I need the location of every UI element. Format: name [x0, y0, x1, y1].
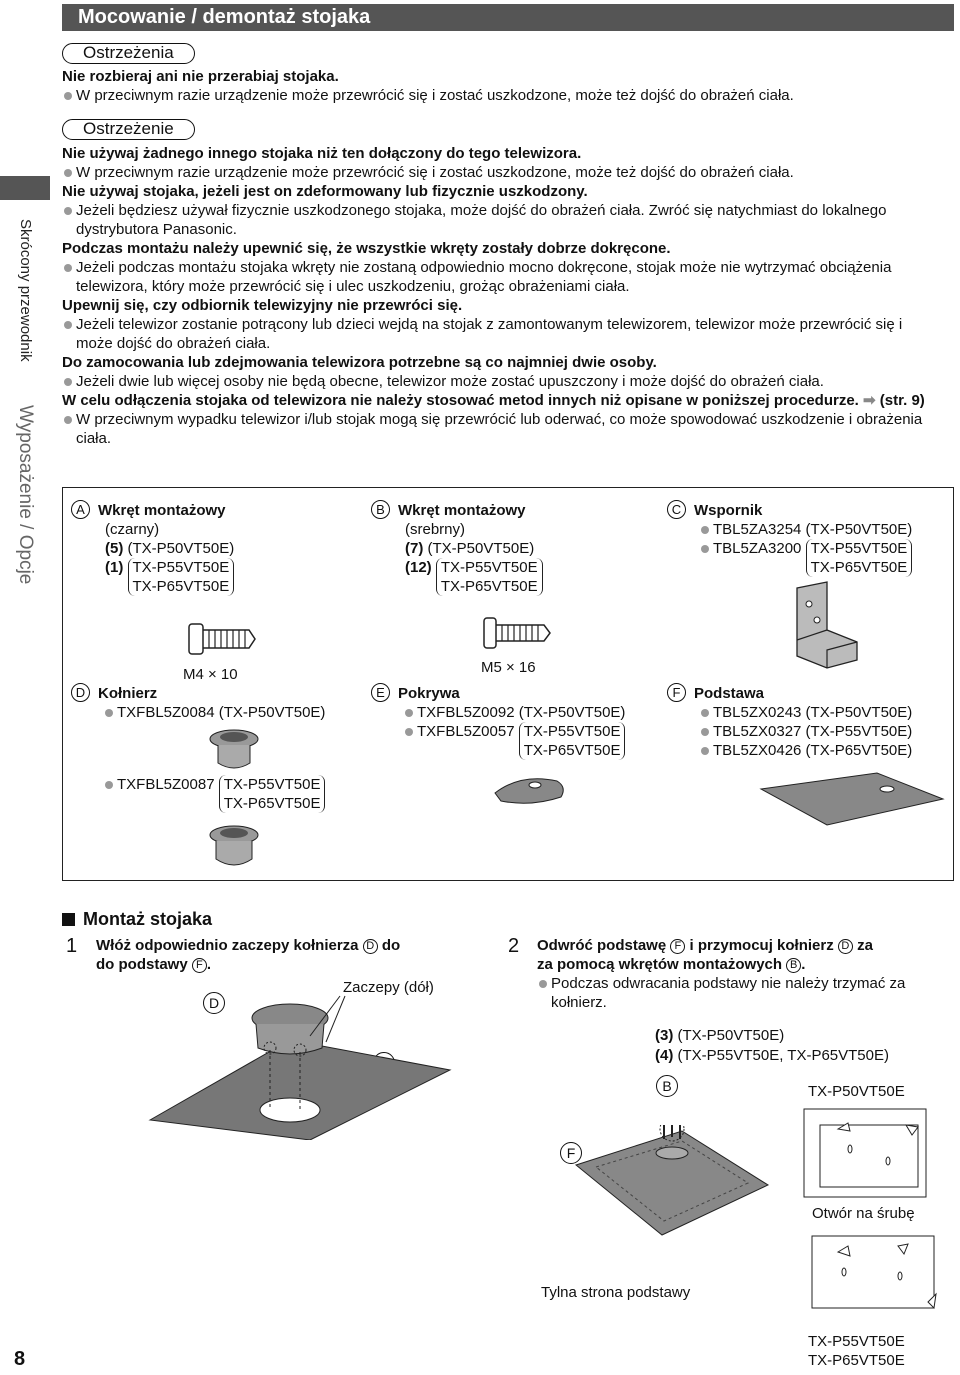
screw-size: M4 × 10: [183, 666, 238, 683]
bracket-illustration: [787, 580, 867, 670]
page-title: Mocowanie / demontaż stojaka: [62, 4, 954, 31]
screw-size: M5 × 16: [481, 659, 536, 676]
model: TX-P65VT50E: [223, 795, 321, 812]
part-letter: F: [560, 1142, 582, 1164]
hole-label: Otwór na śrubę: [812, 1205, 915, 1222]
part-number: TBL5ZX0243 (TX-P50VT50E): [699, 703, 952, 722]
model: TX-P65VT50E: [132, 578, 230, 595]
part-letter: A: [71, 500, 90, 519]
part-letter: D: [203, 992, 225, 1014]
part-letter: C: [667, 500, 686, 519]
step-text: do podstawy: [96, 956, 188, 973]
part-number: TBL5ZA3254 (TX-P50VT50E): [699, 520, 952, 539]
step-text: za pomocą wkrętów montażowych: [537, 956, 783, 973]
arrow-right-icon: ➡: [863, 392, 876, 409]
step1-illustration: [130, 990, 460, 1140]
warning2-block: [62, 144, 942, 448]
part-number: TBL5ZX0327 (TX-P55VT50E): [699, 722, 952, 741]
assembly-title-text: Montaż stojaka: [83, 909, 213, 929]
page-ref[interactable]: (str. 9): [879, 392, 925, 409]
model: (TX-P50VT50E): [127, 540, 235, 557]
warning-bullet: W przeciwnym razie urządzenie może przewrócić się i zostać uszkodzone, może też dojść do obrażeń ciała.: [62, 163, 942, 182]
qty: (4): [655, 1047, 674, 1064]
part-number: TXFBL5Z0092 (TX-P50VT50E): [403, 703, 661, 722]
part-f: [667, 683, 952, 760]
part-color: (srebrny): [405, 521, 466, 538]
model-label: TX-P55VT50E: [808, 1333, 905, 1350]
step1-text: Włóż odpowiednio zaczepy kołnierza D do do podstawy F .: [96, 937, 401, 973]
part-name: Wkręt montażowy: [98, 502, 226, 519]
warning-bullet: Jeżeli telewizor zostanie potrącony lub dzieci wejdą na stojak z zamontowanym telewizorem, telewizor może przewrócić się i może dojść do obrażeń ciała.: [62, 315, 942, 353]
step-number: 1: [66, 935, 78, 957]
part-letter: F: [667, 683, 686, 702]
warning-heading: [62, 391, 942, 410]
part-number: TXFBL5Z0087: [117, 776, 215, 793]
sidebar-tab: [0, 176, 50, 200]
warning-heading: Podczas montażu należy upewnić się, że wszystkie wkręty zostały dobrze dokręcone.: [62, 240, 671, 257]
step-text: Włóż odpowiednio zaczepy kołnierza: [96, 937, 359, 954]
warning-tag: Ostrzeżenia: [62, 43, 195, 64]
qty: (5): [105, 540, 124, 557]
warning-heading: Nie rozbieraj ani nie przerabiaj stojaka.: [62, 68, 339, 85]
qty: (1): [105, 559, 124, 576]
warning-bullet: Jeżeli będziesz używał fizycznie uszkodzonego stojaka, może dojść do obrażeń ciała. Zwróć się natychmiast do lokalnego dystrybutora Panasonic.: [62, 201, 942, 239]
warning-bullet: W przeciwnym wypadku telewizor i/lub stojak mogą się przewrócić lub oderwać, co może spowodować uszkodzenie i obrażenia ciała.: [62, 410, 942, 448]
qty: (12): [405, 559, 432, 576]
part-name: Wkręt montażowy: [398, 502, 526, 519]
part-number: TXFBL5Z0084 (TX-P50VT50E): [103, 703, 361, 722]
collar-illustration: [206, 823, 266, 873]
sidebar-guide-label: Skrócony przewodnik: [17, 218, 34, 362]
parts-box: [62, 487, 954, 881]
model: TX-P55VT50E: [440, 559, 538, 576]
part-letter: B: [786, 958, 801, 973]
part-number: TBL5ZA3200: [713, 540, 802, 557]
step2-illustration: [572, 1125, 772, 1275]
warning-bullet: Jeżeli podczas montażu stojaka wkręty nie zostaną odpowiednio mocno dokręcone, stojak może nie wytrzymać obciążenia telewizora, który może przewrócić się i ulec uszkodzeniu, grożąc obrażeniami ciała.: [62, 258, 942, 296]
part-name: Podstawa: [694, 685, 765, 702]
screw-icon: [476, 616, 556, 650]
part-number: TXFBL5Z0057: [417, 723, 515, 740]
warning-heading: Nie używaj żadnego innego stojaka niż ten dołączony do tego telewizora.: [62, 145, 582, 162]
part-name: Wspornik: [694, 502, 763, 519]
part-a: [71, 500, 361, 683]
part-d: [71, 683, 361, 812]
model: TX-P55VT50E: [223, 776, 321, 793]
part-letter: D: [363, 939, 378, 954]
warning-heading: Upewnij się, czy odbiornik telewizyjny nie przewróci się.: [62, 297, 463, 314]
base-diagram-bottom: [808, 1232, 938, 1312]
hooks-label: Zaczepy (dół): [343, 979, 434, 996]
part-e: [371, 683, 661, 760]
model-label: TX-P50VT50E: [808, 1083, 905, 1100]
back-label: Tylna strona podstawy: [541, 1284, 691, 1301]
model-label: TX-P65VT50E: [808, 1352, 905, 1369]
part-letter: F: [670, 939, 685, 954]
model: TX-P55VT50E: [523, 723, 621, 740]
screw-icon: [181, 620, 261, 660]
part-letter: B: [656, 1075, 678, 1097]
cover-illustration: [491, 771, 571, 811]
model: TX-P55VT50E: [132, 559, 230, 576]
square-icon: [62, 913, 75, 926]
step-text: Odwróć podstawę: [537, 937, 667, 954]
warning-heading: Do zamocowania lub zdejmowania telewizora potrzebne są co najmniej dwie osoby.: [62, 354, 657, 371]
part-letter: F: [192, 958, 207, 973]
collar-illustration: [206, 725, 266, 775]
warning-heading-text: W celu odłączenia stojaka od telewizora nie należy stosować metod innych niż opisane w poniższej procedurze.: [62, 392, 859, 409]
model: TX-P65VT50E: [440, 578, 538, 595]
part-b: [371, 500, 661, 676]
model: (TX-P50VT50E): [427, 540, 535, 557]
model: (TX-P55VT50E, TX-P65VT50E): [677, 1047, 889, 1064]
warning-heading: Nie używaj stojaka, jeżeli jest on zdeformowany lub fizycznie uszkodzony.: [62, 183, 588, 200]
model: TX-P65VT50E: [810, 559, 908, 576]
step-number: 2: [508, 935, 520, 957]
part-color: (czarny): [105, 521, 160, 538]
model: (TX-P50VT50E): [677, 1027, 785, 1044]
part-letter: B: [371, 500, 390, 519]
base-plate-illustration: [757, 769, 947, 829]
part-number: TBL5ZX0426 (TX-P65VT50E): [699, 741, 952, 760]
sidebar-accessories-label: Wyposażenie / Opcje: [15, 405, 36, 585]
part-letter: D: [838, 939, 853, 954]
step-bullet: Podczas odwracania podstawy nie należy trzymać za kołnierz.: [537, 974, 947, 1012]
part-letter: D: [71, 683, 90, 702]
part-c: [667, 500, 952, 577]
step2-text: Odwróć podstawę F i przymocuj kołnierz D za za pomocą wkrętów montażowych B . Podczas odwracania podstawy nie należy trzymać za kołnierz.: [537, 936, 947, 1012]
assembly-title: [62, 910, 942, 929]
model: TX-P55VT50E: [810, 540, 908, 557]
page-number: 8: [14, 1348, 26, 1370]
part-letter: E: [371, 683, 390, 702]
base-diagram-top: [800, 1105, 930, 1200]
step-text: i przymocuj kołnierz: [689, 937, 834, 954]
qty: (3): [655, 1027, 674, 1044]
warning-bullet: Jeżeli dwie lub więcej osoby nie będą obecne, telewizor może zostać upuszczony i może dojść do obrażeń ciała.: [62, 372, 942, 391]
qty: (7): [405, 540, 424, 557]
warning-bullet: W przeciwnym razie urządzenie może przewrócić się i zostać uszkodzone, może też dojść do obrażeń ciała.: [62, 86, 942, 105]
model: TX-P65VT50E: [523, 742, 621, 759]
part-name: Pokrywa: [398, 685, 460, 702]
part-name: Kołnierz: [98, 685, 158, 702]
warning-tag: Ostrzeżenie: [62, 119, 195, 140]
warning1-block: [62, 67, 942, 105]
